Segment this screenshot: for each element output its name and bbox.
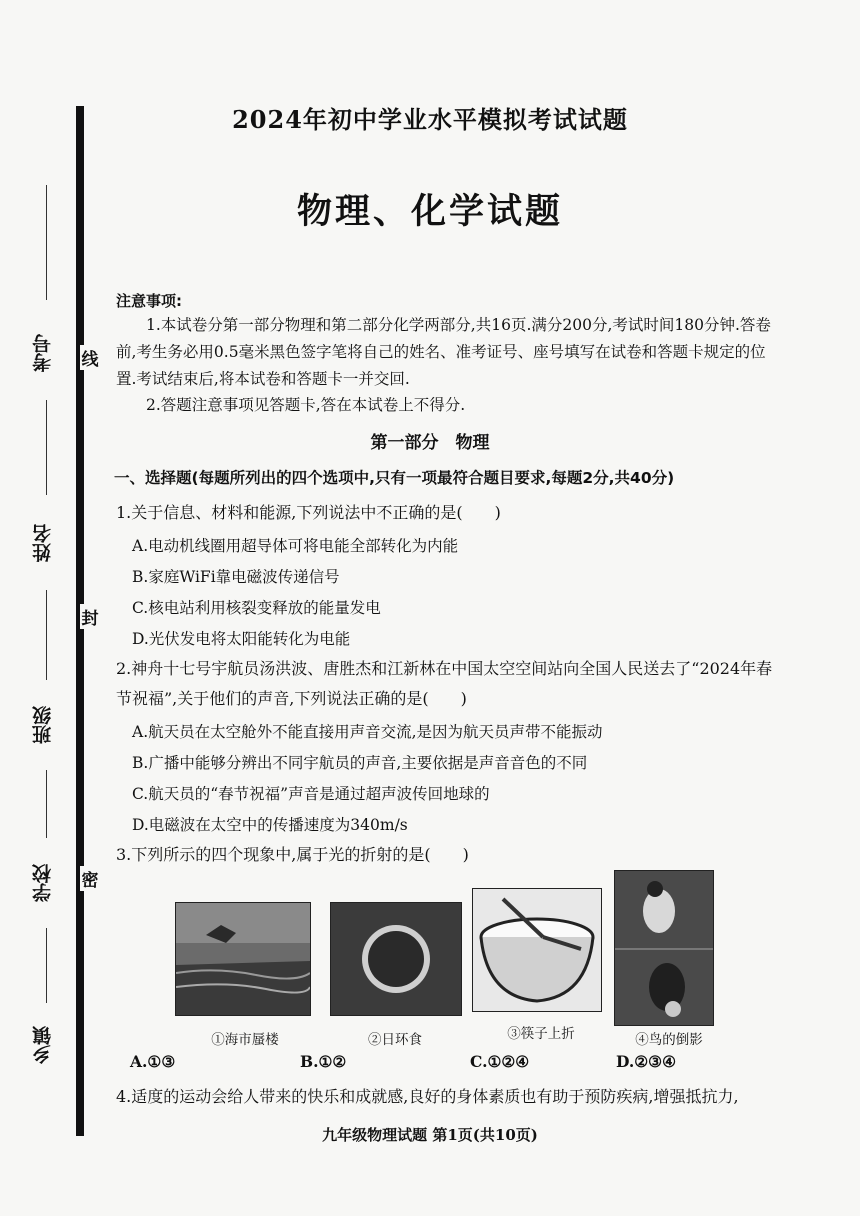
question-2-option-a: A.航天员在太空舱外不能直接用声音交流,是因为航天员声带不能振动 bbox=[132, 723, 603, 741]
seal-char-seal: 封 bbox=[80, 604, 100, 629]
seal-char-secret: 密 bbox=[80, 866, 100, 891]
question-2-stem: 2.神舟十七号宇航员汤洪波、唐胜杰和江新林在中国太空空间站向全国人民送去了“2024年春节祝福”,关于他们的声音,下列说法正确的是( ) bbox=[116, 659, 773, 708]
caption-chopstick: ③筷子上折 bbox=[507, 1026, 575, 1042]
exam-title: 2024年初中学业水平模拟考试试题 bbox=[232, 105, 628, 134]
caption-mirage: ①海市蜃楼 bbox=[211, 1032, 279, 1048]
question-2-option-c: C.航天员的“春节祝福”声音是通过超声波传回地球的 bbox=[132, 785, 490, 803]
notice-item-2: 2.答题注意事项见答题卡,答在本试卷上不得分. bbox=[146, 396, 466, 414]
question-4-stem: 4.适度的运动会给人带来的快乐和成就感,良好的身体素质也有助于预防疾病,增强抵抗力, bbox=[116, 1087, 739, 1106]
question-1-option-b: B.家庭WiFi靠电磁波传递信号 bbox=[132, 568, 340, 586]
question-2-option-d: D.电磁波在太空中的传播速度为340m/s bbox=[132, 816, 408, 834]
question-3-option-d: D.②③④ bbox=[616, 1052, 676, 1071]
notice-item-1: 1.本试卷分第一部分物理和第二部分化学两部分,共16页.满分200分,考试时间180分钟.答卷前,考生务必用0.5毫米黑色签字笔将自己的姓名、准考证号、座号填写在试卷和答题卡规定的位置.考试结束后,将本试卷和答题卡一并交回. bbox=[116, 316, 771, 388]
question-2-option-b: B.广播中能够分辨出不同宇航员的声音,主要依据是声音音色的不同 bbox=[132, 754, 588, 772]
part-title: 第一部分 物理 bbox=[370, 433, 490, 453]
question-1-option-c: C.核电站利用核裂变释放的能量发电 bbox=[132, 599, 381, 617]
field-rule bbox=[46, 928, 47, 1003]
field-label-township: 乡镇 bbox=[32, 1026, 54, 1064]
seal-char-line: 线 bbox=[80, 345, 100, 370]
mirage-image bbox=[175, 902, 311, 1016]
question-1-stem: 1.关于信息、材料和能源,下列说法中不正确的是( ) bbox=[116, 503, 501, 522]
section-heading: 一、选择题(每题所列出的四个选项中,只有一项最符合题目要求,每题2分,共40分) bbox=[114, 469, 675, 487]
question-1-option-d: D.光伏发电将太阳能转化为电能 bbox=[132, 630, 351, 648]
question-3-option-b: B.①② bbox=[300, 1052, 347, 1071]
caption-eclipse: ②日环食 bbox=[368, 1032, 422, 1048]
field-rule bbox=[46, 770, 47, 838]
question-3-option-a: A.①③ bbox=[130, 1052, 176, 1071]
page-footer: 九年级物理试题 第1页(共10页) bbox=[322, 1126, 538, 1144]
solar-eclipse-image bbox=[330, 902, 462, 1016]
bird-reflection-image bbox=[614, 870, 714, 1026]
question-1-option-a: A.电动机线圈用超导体可将电能全部转化为内能 bbox=[132, 537, 459, 555]
field-label-class: 班级 bbox=[32, 706, 54, 744]
bent-chopstick-image bbox=[472, 888, 602, 1012]
caption-bird: ④鸟的倒影 bbox=[635, 1032, 703, 1048]
field-label-school: 学校 bbox=[32, 864, 54, 902]
question-3-stem: 3.下列所示的四个现象中,属于光的折射的是( ) bbox=[116, 845, 469, 864]
field-label-name: 姓名 bbox=[32, 524, 54, 562]
question-3-option-c: C.①②④ bbox=[470, 1052, 530, 1071]
field-label-exam-number: 考号 bbox=[32, 334, 54, 372]
subject-title: 物理、化学试题 bbox=[296, 191, 563, 232]
field-rule bbox=[46, 590, 47, 680]
notice-heading: 注意事项: bbox=[116, 292, 182, 310]
